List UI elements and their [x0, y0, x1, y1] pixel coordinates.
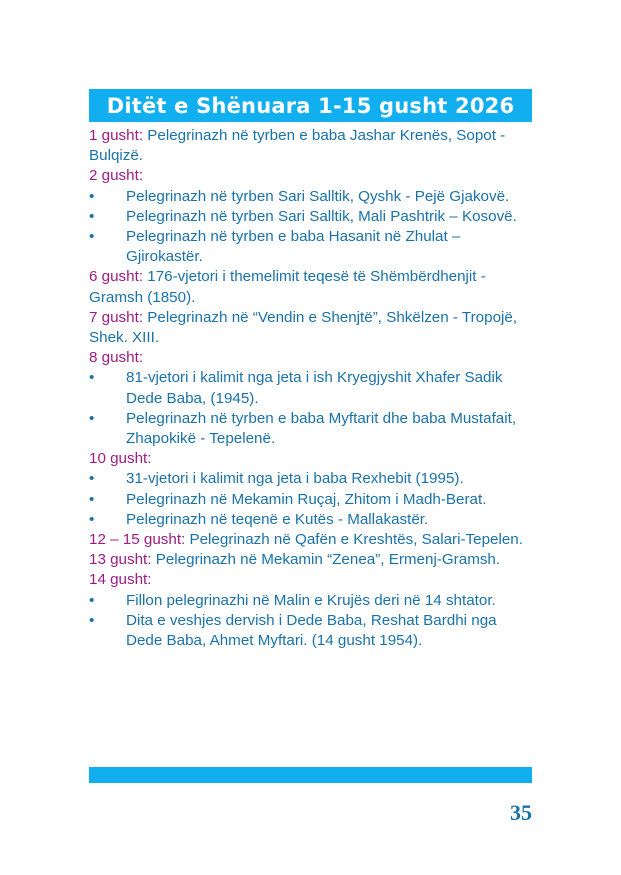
entry-text: Pelegrinazh në Mekamin “Zenea”, Ermenj-Gramsh.	[151, 551, 501, 569]
entry-date: 13 gusht:	[89, 551, 152, 569]
bullet-text: Pelegrinazh në teqenë e Kutës - Mallakastër.	[126, 510, 429, 528]
bullet-item	[89, 207, 534, 227]
bullet-text: Pelegrinazh në tyrben Sari Salltik, Mali Pashtrik – Kosovë.	[126, 207, 517, 225]
bullet-text: Pelegrinazh në Mekamin Ruçaj, Zhitom i Madh-Berat.	[126, 490, 487, 508]
bullet-dot-icon: •	[89, 187, 95, 205]
calendar-entry	[89, 570, 534, 590]
page-number: 35	[510, 800, 532, 825]
bullet-dot-icon: •	[89, 369, 95, 387]
entry-date: 12 – 15 gusht:	[89, 531, 186, 549]
calendar-entry	[89, 449, 534, 469]
entry-text: Pelegrinazh në tyrben e baba Jashar Krenës, Sopot - Bulqizë.	[89, 127, 506, 165]
footer-bar	[89, 767, 532, 783]
bullet-text: Pelegrinazh në tyrben Sari Salltik, Qyshk - Pejë Gjakovë.	[126, 187, 510, 205]
entry-text: 176-vjetori i themelimit teqesë të Shëmbërdhenjit - Gramsh (1850).	[89, 268, 486, 306]
entry-date: 1 gusht:	[89, 127, 144, 144]
bullet-dot-icon: •	[89, 228, 95, 246]
bullet-text: Pelegrinazh në tyrben e baba Hasanit në Zhulat – Gjirokastër.	[126, 228, 461, 266]
bullet-item	[89, 510, 534, 530]
bullet-item	[89, 368, 534, 408]
calendar-entry	[89, 530, 534, 550]
calendar-entry	[89, 308, 534, 348]
bullet-item	[89, 227, 534, 267]
bullet-dot-icon: •	[89, 510, 95, 528]
bullet-dot-icon: •	[89, 207, 95, 225]
bullet-text: Fillon pelegrinazhi në Malin e Krujës deri në 14 shtator.	[126, 591, 496, 609]
calendar-entry	[89, 166, 534, 186]
bullet-text: 81-vjetori i kalimit nga jeta i ish Kryegjyshit Xhafer Sadik Dede Baba, (1945).	[126, 369, 503, 407]
entry-date: 2 gusht:	[89, 167, 144, 185]
page-title: Ditët e Shënuara 1-15 gusht 2026	[106, 93, 515, 118]
entry-date: 7 gusht:	[89, 308, 144, 326]
bullet-item	[89, 490, 534, 510]
bullet-item	[89, 611, 534, 651]
entry-date: 10 gusht:	[89, 450, 152, 468]
bullet-text: 31-vjetori i kalimit nga jeta i baba Rexhebit (1995).	[126, 470, 464, 488]
calendar-entry	[89, 550, 534, 570]
bullet-text: Pelegrinazh në tyrben e baba Myftarit dhe baba Mustafait, Zhapokikë - Tepelenë.	[126, 409, 517, 448]
bullet-item	[89, 469, 534, 489]
bullet-item	[89, 187, 534, 207]
entry-text: Pelegrinazh në Qafën e Kreshtës, Salari-Tepelen.	[185, 531, 523, 549]
bullet-dot-icon: •	[89, 490, 95, 508]
bullet-dot-icon: •	[89, 591, 95, 609]
calendar-entry	[89, 126, 534, 166]
entry-date: 6 gusht:	[89, 268, 144, 286]
entry-text: Pelegrinazh në “Vendin e Shenjtë”, Shkëlzen - Tropojë, Shek. XIII.	[89, 308, 518, 347]
entry-date: 8 gusht:	[89, 349, 144, 367]
bullet-dot-icon: •	[89, 409, 95, 427]
bullet-item	[89, 591, 534, 611]
bullet-dot-icon: •	[89, 611, 95, 629]
entry-date: 14 gusht:	[89, 571, 152, 589]
header-bar	[89, 89, 532, 122]
bullet-dot-icon: •	[89, 470, 95, 488]
calendar-entry	[89, 267, 534, 307]
bullet-text: Dita e veshjes dervish i Dede Baba, Reshat Bardhi nga Dede Baba, Ahmet Myftari. (14 gusht 1954).	[126, 611, 497, 650]
calendar-entries	[89, 126, 534, 651]
calendar-entry	[89, 348, 534, 368]
bullet-item	[89, 409, 534, 449]
